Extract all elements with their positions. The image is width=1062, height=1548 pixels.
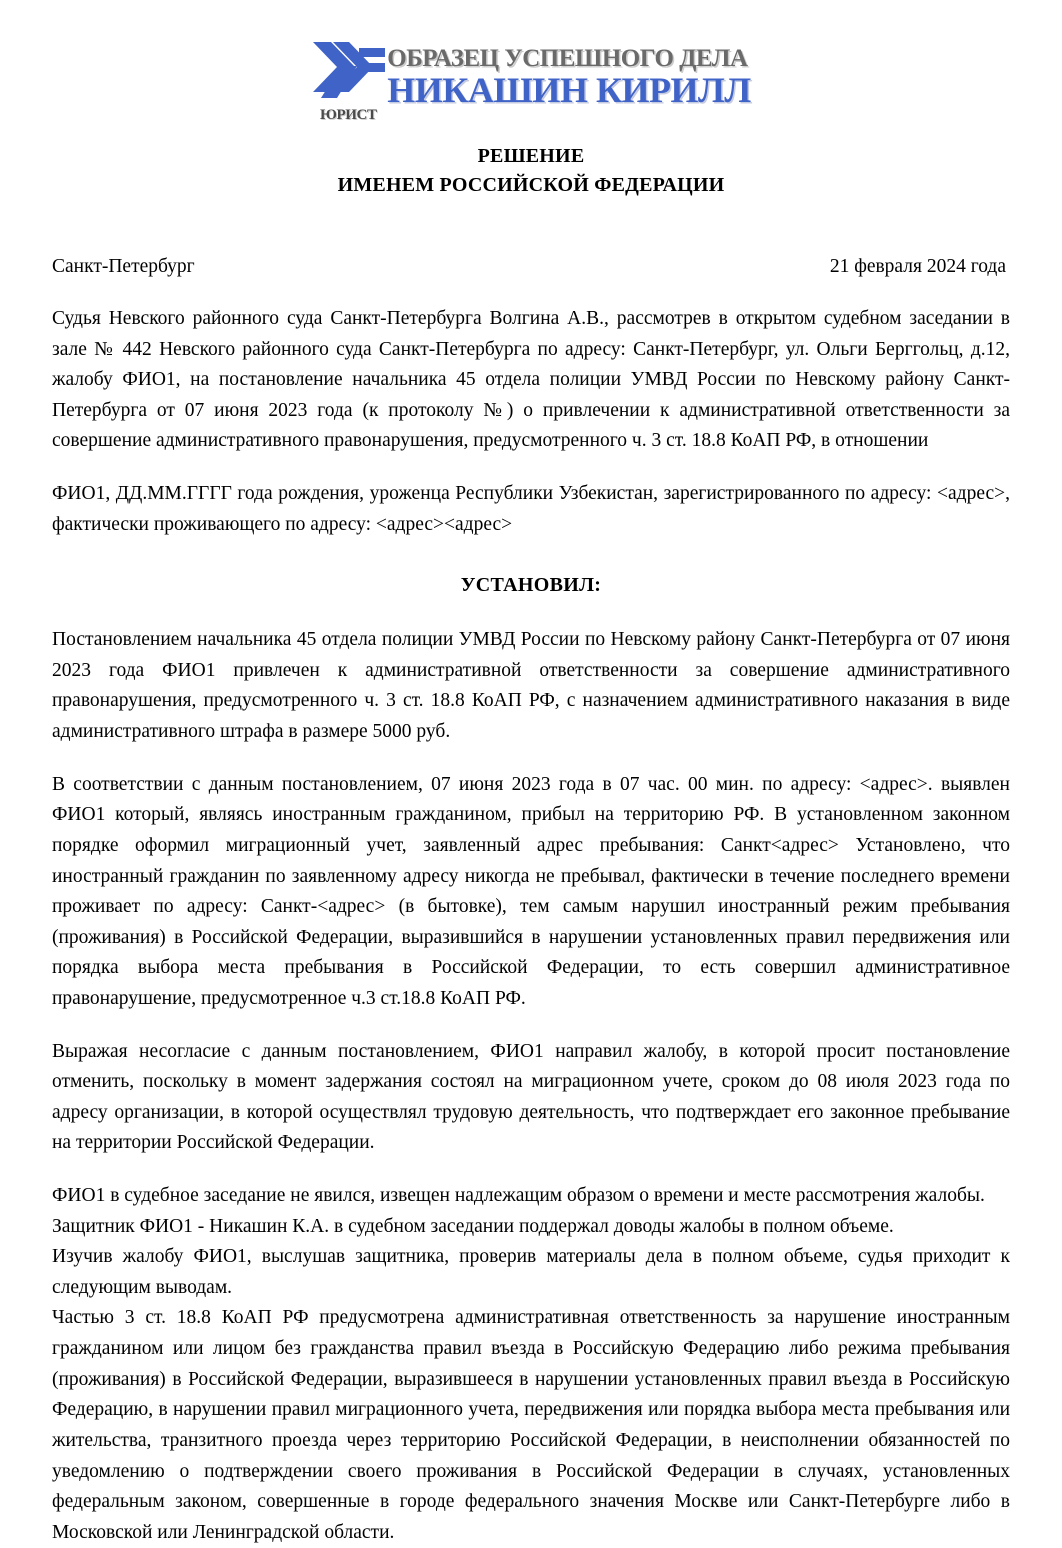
intro-paragraph-1: Судья Невского районного суда Санкт-Петербурга Волгина А.В., рассмотрев в открытом судебном заседании в зале № 442 Невского районного суда Санкт-Петербурга по адресу: Санкт-Петербург, ул. Ольги Берггольц, д.12, жалобу ФИО1, на постановление начальника 45 отдела полиции УМВД России по Невскому району Санкт-Петербурга от 07 июня 2023 года (к протоколу №) о привлечении к административной ответственности за совершение административного правонарушения, предусмотренного ч. 3 ст. 18.8 КоАП РФ, в отношении (52, 308, 1010, 452)
date-label: 21 февраля 2024 года (829, 256, 1006, 277)
page-title (52, 142, 1010, 200)
body-paragraph-6: Изучив жалобу ФИО1, выслушав защитника, проверив материалы дела в полном объеме, судья приходит к следующим выводам. (52, 1246, 1010, 1298)
body-paragraph-1: Постановлением начальника 45 отдела полиции УМВД России по Невскому району Санкт-Петербурга от 07 июня 2023 года ФИО1 привлечен к административной ответственности за совершение административного правонарушения, предусмотренного ч. 3 ст. 18.8 КоАП РФ, с назначением административного наказания в виде административного штрафа в размере 5000 руб. (52, 629, 1010, 743)
body-paragraph-4: ФИО1 в судебное заседание не явился, извещен надлежащим образом о времени и месте рассмотрения жалобы. (52, 1185, 985, 1207)
body-paragraph-5: Защитник ФИО1 - Никашин К.А. в судебном заседании поддержал доводы жалобы в полном объеме. (52, 1215, 894, 1237)
body-block (52, 625, 1010, 1548)
logo-badge-label: ЮРИСТ (320, 107, 377, 123)
letterhead-text (387, 46, 750, 108)
letterhead-name: НИКАШИН КИРИЛЛ (387, 69, 751, 110)
chevron-logo-icon (311, 36, 385, 122)
body-paragraph-7: Частью 3 ст. 18.8 КоАП РФ предусмотрена административная ответственность за нарушение иностранным гражданином или лицом без гражданства правил въезда в Российскую Федерацию либо режима пребывания (проживания) в Российской Федерации, выразившееся в нарушении установленных правил въезда в Российскую Федерацию, в нарушении правил миграционного учета, передвижения или порядка выбора места пребывания или жительства, транзитного проезда через территорию Российской Федерации, в неисполнении обязанностей по уведомлению о подтверждении своего проживания в Российской Федерации в случаях, установленных федеральным законом, совершенные в городе федерального значения Москве или Санкт-Петербурге либо в Московской или Ленинградской области. (52, 1307, 1010, 1543)
place-label: Санкт-Петербург (52, 256, 195, 277)
body-paragraph-3: Выражая несогласие с данным постановлением, ФИО1 направил жалобу, в которой просит постановление отменить, поскольку в момент задержания состоял на миграционном учете, сроком до 08 июля 2023 года по адресу организации, в которой осуществлял трудовую деятельность, что подтверждает его законное пребывание на территории Российской Федерации. (52, 1040, 1010, 1154)
intro-paragraph-2: ФИО1, ДД.ММ.ГГГГ года рождения, уроженца Республики Узбекистан, зарегистрированного по адресу: <адрес>, фактически проживающего по адресу: <адрес><адрес> (52, 483, 1010, 535)
body-paragraph-2: В соответствии с данным постановлением, 07 июня 2023 года в 07 час. 00 мин. по адресу: <адрес>. выявлен ФИО1 который, являясь иностранным гражданином, прибыл на территорию РФ. В установленном законном порядке оформил миграционный учет, заявленный адрес пребывания: Санкт<адрес> Установлено, что иностранный гражданин по заявленному адресу никогда не пребывал, фактически в течение последнего времени проживает по адресу: Санкт-<адрес> (в бытовке), тем самым нарушил иностранный режим пребывания (проживания) в Российской Федерации, выразившийся в нарушении установленных правил передвижения или порядка выбора места пребывания в Российской Федерации, то есть совершил административное правонарушение, предусмотренное ч.3 ст.18.8 КоАП РФ. (52, 773, 1010, 1009)
section-heading-ustanovil: УСТАНОВИЛ: (460, 574, 602, 597)
intro-block (52, 304, 1010, 540)
letterhead-tagline: ОБРАЗЕЦ УСПЕШНОГО ДЕЛА (387, 45, 748, 73)
title-line-2: ИМЕНЕМ РОССИЙСКОЙ ФЕДЕРАЦИИ (337, 174, 725, 196)
place-date-row (52, 256, 1010, 278)
title-line-1: РЕШЕНИЕ (477, 145, 585, 167)
letterhead (52, 0, 1010, 123)
